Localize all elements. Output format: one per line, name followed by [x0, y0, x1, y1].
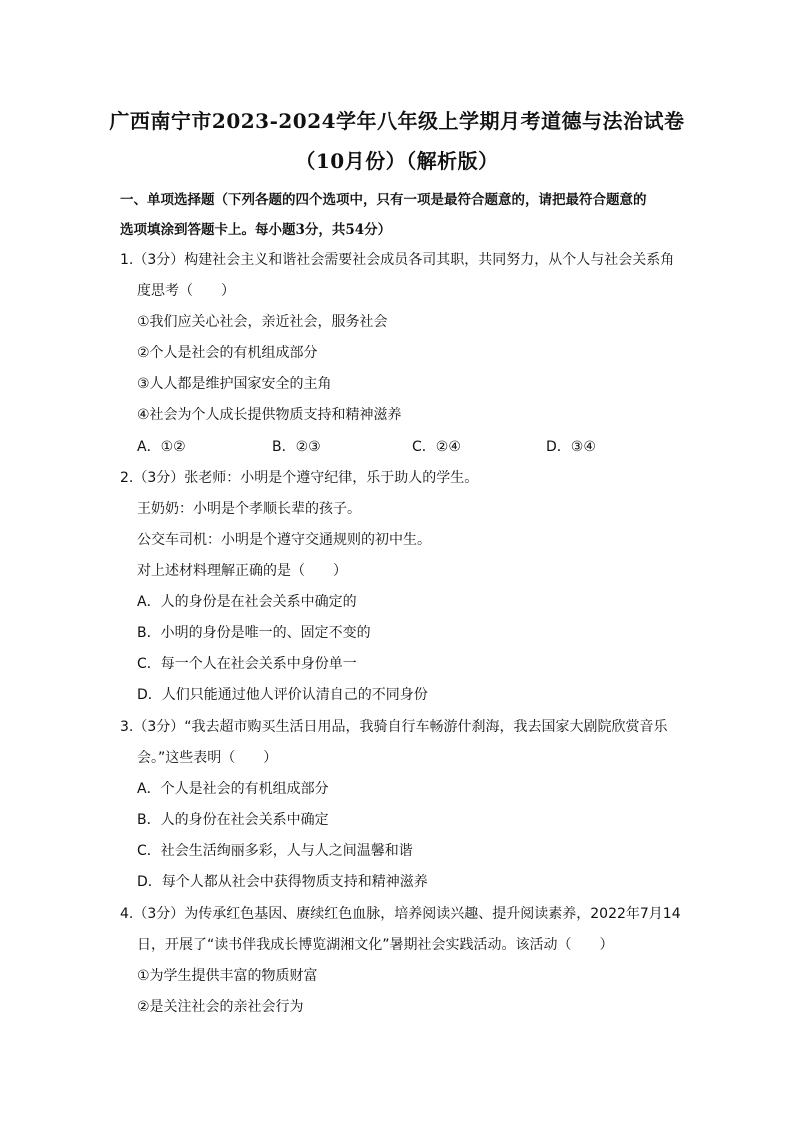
- question-3-stem-line1: 3.（3分）“我去超市购买生活日用品，我骑自行车畅游什刹海，我去国家大剧院欣赏音乐: [120, 719, 668, 735]
- exam-title-line2: （10月份）（解析版）: [295, 149, 499, 173]
- question-1-stem-line1: 1.（3分）构建社会主义和谐社会需要社会成员各司其职，共同努力，从个人与社会关系角: [120, 252, 675, 268]
- question-4-item-1: ①为学生提供丰富的物质财富: [137, 968, 318, 984]
- question-1-item-2: ②个人是社会的有机组成部分: [137, 345, 318, 361]
- question-2-option-a[interactable]: A．人的身份是在社会关系中确定的: [137, 594, 357, 610]
- question-1-item-3: ③人人都是维护国家安全的主角: [137, 376, 332, 392]
- section-heading-line2: 选项填涂到答题卡上。每小题3分，共54分）: [120, 222, 392, 238]
- question-2-option-d[interactable]: D．人们只能通过他人评价认清自己的不同身份: [137, 687, 428, 703]
- question-1-option-c[interactable]: C．②④: [412, 439, 461, 455]
- question-1-option-b[interactable]: B．②③: [272, 439, 321, 455]
- question-4-item-2: ②是关注社会的亲社会行为: [137, 999, 304, 1015]
- question-3-stem-line2: 会。”这些表明（ ）: [137, 750, 278, 766]
- question-3-option-a[interactable]: A．个人是社会的有机组成部分: [137, 781, 329, 797]
- exam-title-line1: 广西南宁市2023-2024学年八年级上学期月考道德与法治试卷: [109, 109, 685, 133]
- question-2-item-3: 对上述材料理解正确的是（ ）: [137, 563, 347, 579]
- question-4-stem-line1: 4.（3分）为传承红色基因、赓续红色血脉，培养阅读兴趣、提升阅读素养，2022年7月14: [120, 906, 681, 922]
- question-2-item-2: 公交车司机：小明是个遵守交通规则的初中生。: [137, 532, 431, 548]
- question-2-option-c[interactable]: C．每一个人在社会关系中身份单一: [137, 656, 357, 672]
- section-heading-line1: 一、单项选择题（下列各题的四个选项中，只有一项是最符合题意的，请把最符合题意的: [120, 192, 647, 208]
- question-1-item-4: ④社会为个人成长提供物质支持和精神滋养: [137, 407, 402, 423]
- question-1-option-d[interactable]: D．③④: [546, 439, 596, 455]
- question-2-item-1: 王奶奶：小明是个孝顺长辈的孩子。: [137, 501, 361, 517]
- question-2-stem-line1: 2.（3分）张老师：小明是个遵守纪律，乐于助人的学生。: [120, 470, 479, 486]
- question-3-option-c[interactable]: C．社会生活绚丽多彩，人与人之间温馨和谐: [137, 843, 413, 859]
- question-3-option-b[interactable]: B．人的身份在社会关系中确定: [137, 812, 329, 828]
- question-3-option-d[interactable]: D．每个人都从社会中获得物质支持和精神滋养: [137, 874, 428, 890]
- question-2-option-b[interactable]: B．小明的身份是唯一的、固定不变的: [137, 625, 371, 641]
- question-1-option-a[interactable]: A．①②: [137, 439, 186, 455]
- question-1-item-1: ①我们应关心社会，亲近社会，服务社会: [137, 314, 388, 330]
- question-4-stem-line2: 日，开展了“读书伴我成长博览湖湘文化”暑期社会实践活动。该活动（ ）: [137, 937, 614, 953]
- question-1-stem-line2: 度思考（ ）: [137, 283, 235, 299]
